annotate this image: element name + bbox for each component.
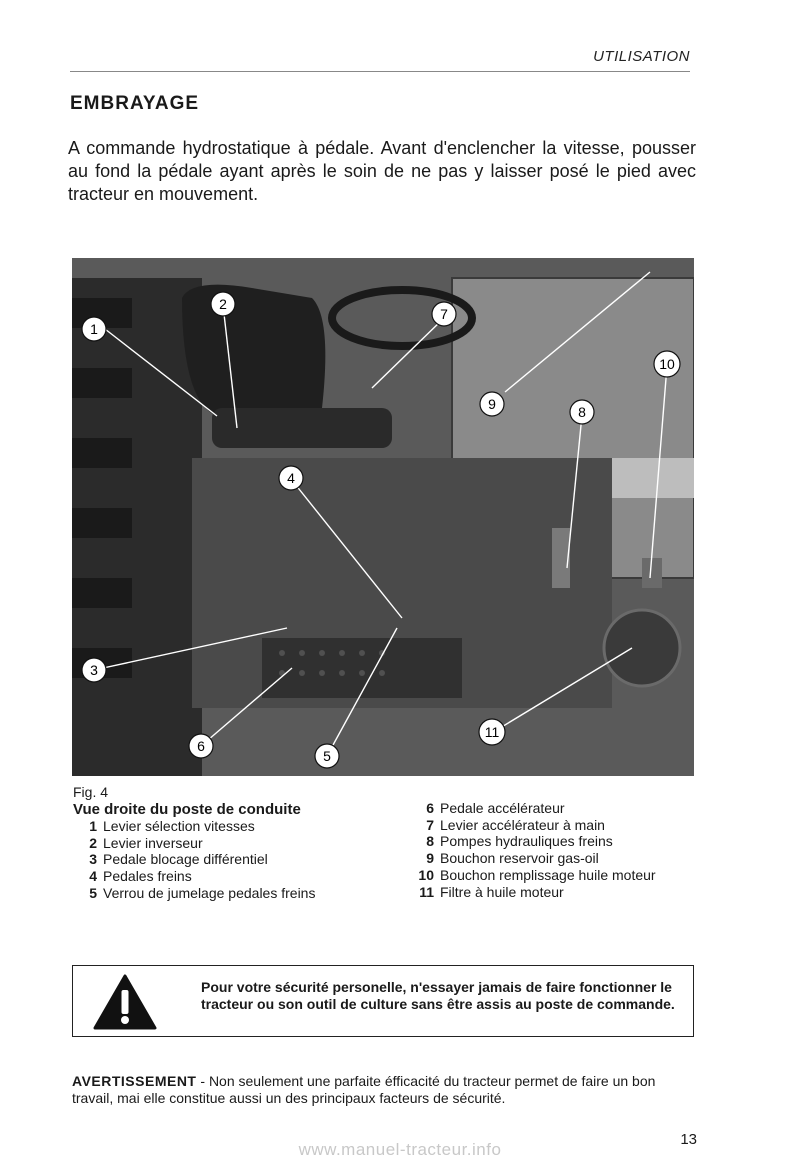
legend-text: Bouchon remplissage huile moteur <box>440 866 656 883</box>
callout-9 <box>480 392 504 416</box>
legend-number: 4 <box>89 868 97 885</box>
warning-triangle-icon <box>93 974 157 1030</box>
warning-lead: AVERTISSEMENT <box>72 1073 197 1089</box>
legend-item <box>410 850 656 867</box>
legend-text: Pompes hydrauliques freins <box>440 833 613 850</box>
tractor-illustration <box>72 258 694 776</box>
legend-number: 7 <box>426 816 434 833</box>
legend-number: 11 <box>419 883 434 900</box>
legend-right <box>410 800 656 900</box>
legend-item <box>73 818 315 835</box>
callout-10 <box>654 351 680 377</box>
figure-title: Vue droite du poste de conduite <box>73 801 301 818</box>
legend-text: Verrou de jumelage pedales freins <box>103 884 316 901</box>
warning-text: Non seulement une parfaite éfficacité du tracteur permet de faire un bon travail, mai elle constitue aussi un des principaux facteurs de sécurité. <box>72 1073 656 1106</box>
legend-item <box>73 835 315 852</box>
intro-paragraph: A commande hydrostatique à pédale. Avant d'enclencher la vitesse, pousser au fond la pédale ayant après le soin de ne pas y laisser posé le pied avec tracteur en mouvement. <box>68 138 696 204</box>
warning-separator: - <box>196 1073 209 1089</box>
legend-number: 2 <box>89 834 97 851</box>
legend-left <box>73 818 315 902</box>
callout-3 <box>82 658 106 682</box>
callout-5 <box>315 744 339 768</box>
legend-number: 9 <box>426 850 434 867</box>
figure-label: Fig. 4 <box>73 784 109 800</box>
legend-item <box>410 884 656 901</box>
warning-paragraph <box>72 1073 700 1107</box>
callout-label: 8 <box>578 404 586 420</box>
legend-text: Levier sélection vitesses <box>103 818 255 834</box>
legend-text: Levier inverseur <box>103 834 203 851</box>
legend-item <box>73 851 315 868</box>
legend-number: 5 <box>89 884 97 901</box>
legend-item <box>410 800 656 817</box>
legend-number: 10 <box>418 866 434 883</box>
legend-number: 6 <box>426 800 434 816</box>
callout-label: 10 <box>659 356 675 372</box>
safety-box <box>72 965 694 1037</box>
legend-text: Levier accélérateur à main <box>440 816 605 833</box>
legend-text: Filtre à huile moteur <box>440 883 564 900</box>
callout-6 <box>189 734 213 758</box>
legend-number: 3 <box>89 851 97 868</box>
tractor-photo <box>72 258 694 776</box>
page-number: 13 <box>680 1131 697 1148</box>
callout-label: 3 <box>90 662 98 678</box>
callout-label: 7 <box>440 306 448 322</box>
safety-text: Pour votre sécurité personelle, n'essayer jamais de faire fonctionner le tracteur ou son outil de culture sans être assis au poste de commande. <box>201 979 675 1012</box>
callout-label: 2 <box>219 296 227 312</box>
callout-1 <box>82 317 106 341</box>
legend-item <box>410 817 656 834</box>
callout-label: 5 <box>323 748 331 764</box>
callout-label: 4 <box>287 470 295 486</box>
legend-text: Pedale blocage différentiel <box>103 851 268 868</box>
callout-11 <box>479 719 505 745</box>
header-rule <box>70 71 690 72</box>
legend-number: 1 <box>89 818 97 834</box>
callout-2 <box>211 292 235 316</box>
legend-text: Pedale accélérateur <box>440 800 565 816</box>
legend-item <box>73 868 315 885</box>
callout-7 <box>432 302 456 326</box>
legend-text: Pedales freins <box>103 868 192 885</box>
legend-item <box>73 885 315 902</box>
legend-number: 8 <box>426 833 434 850</box>
callout-label: 11 <box>484 724 500 740</box>
callout-4 <box>279 466 303 490</box>
callout-label: 9 <box>488 396 496 412</box>
legend-item <box>410 833 656 850</box>
callout-label: 6 <box>197 738 205 754</box>
page-heading: EMBRAYAGE <box>70 93 200 114</box>
watermark: www.manuel-tracteur.info <box>298 1140 502 1159</box>
callout-label: 1 <box>90 321 98 337</box>
callout-8 <box>570 400 594 424</box>
legend-text: Bouchon reservoir gas-oil <box>440 850 599 867</box>
header-section: UTILISATION <box>593 48 690 65</box>
legend-item <box>410 867 656 884</box>
